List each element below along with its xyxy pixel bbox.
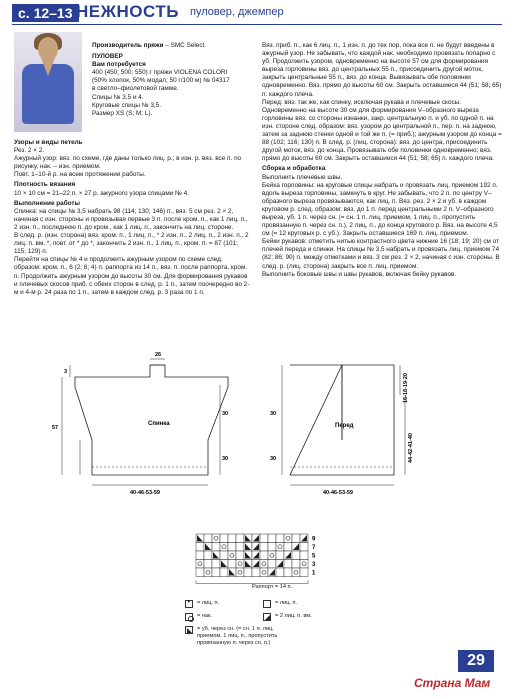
materials-line: Спицы № 3,5 и 4. xyxy=(92,93,144,101)
chart-cell xyxy=(196,560,204,569)
chart-cell xyxy=(284,534,292,543)
chart-cell xyxy=(260,534,268,543)
chart-cell xyxy=(268,543,276,552)
paragraph: Вяз. приб. п., как 6 лиц. п., 1 изн. п. до тех пор, пока все п. не будут введены в ажурный узор. Не забывать, что каждой нак. необходимо провязать попарно с уб. Продолжить узором, одновременно на высоте 57 см для формирования выреза горловины вяз. до центральных 55 п., присоединить другой моток, закрыть центральные 55 п., вяз. до конца. Вывязывать обе половинки одновременно. Вяз. прямо до высоты 60 см. Закрыть оставшиеся 44 (51; 58; 65) п. каждого плеча. xyxy=(262,42,502,98)
chart-cell xyxy=(268,551,276,560)
back-shoulder-h: 3 xyxy=(64,369,68,375)
back-armhole-h: 30 xyxy=(222,411,229,417)
paragraph: Спинка: на спицы № 3,5 набрать 98 (114; 130; 146) п., вяз. 5 см рез. 2 × 2, начиная с изн. стороны и провязывая первые 3 п. после кром. п., как 1 лиц. п., 2 изн. п., последнюю п. до кром., как 1 лиц. п., закончить на лиц. стороне. xyxy=(14,207,248,231)
chart-cell xyxy=(244,568,252,577)
chart-cell xyxy=(236,543,244,552)
paragraph: Перед: вяз. так же, как спинку, исключая рукава и плечевые скосы. xyxy=(262,98,462,106)
chart-cell xyxy=(268,560,276,569)
chart-cell xyxy=(236,534,244,543)
paragraph: Повт. 1–10-й р. на всем протяжении работы. xyxy=(14,171,146,179)
chart-row-number: 9 xyxy=(312,536,316,543)
back-bottom-width: 40-46-53-59 xyxy=(130,490,160,496)
chart-cell xyxy=(204,534,212,543)
materials-line: (50% хлопок, 50% модал; 50 г/100 м) № 04317 xyxy=(92,77,230,85)
chart-cell xyxy=(260,568,268,577)
chart-cell xyxy=(204,551,212,560)
chart-cell xyxy=(292,568,300,577)
k2tog-icon xyxy=(263,613,271,621)
materials-line: в светло–фиолетовой гамме. xyxy=(92,85,179,93)
paragraph: Ажурный узор: вяз. по схеме, где даны только лиц. р.; в изн. р. вяз. все п. по рисунку, нак. – изн. приемом. xyxy=(14,155,242,171)
chart-cell xyxy=(284,568,292,577)
chart-cell xyxy=(228,534,236,543)
back-total-h: 57 xyxy=(52,425,59,431)
materials-line: 400 (450; 500; 550) г пряжи VIOLENA COLORI xyxy=(92,69,228,77)
watermark: Страна Мам xyxy=(414,676,491,690)
chart-cell xyxy=(212,543,220,552)
materials-line: ПУЛОВЕР xyxy=(92,53,123,61)
paragraph: Бейка горловины: на круговые спицы набрать и провязать лиц. приемом 192 п. вдоль выреза горловины, замкнуть в круг. Не забывать, что 2 п. по центру V–образного выреза провязываются, как лиц. п. Вяз. рез. 2 × 2 и уб. в каждом круговом р. след. образом: вяз. до 1 п. перед центральными 2 п. V–образного выреза, уб. 1 п. через сн. (= сн. 1 п. лиц. приемом, 1 лиц. п., пропустить провязанную п. через сн. п.), 2 лиц. п., до конца кругового р. Вяз. на высоте 4,5 см (= 12 круговых р. с уб.). Закрыть оставшиеся 169 п. лиц. приемом. xyxy=(262,181,498,238)
chart-cell xyxy=(220,543,228,552)
instructions-left xyxy=(14,137,250,297)
legend-item: • = лиц. п. xyxy=(185,600,219,608)
legend-item: = уб. через сн. (= сн. 1 п. лиц. приемом, 1 лиц. п., пропустить провязанную п. через сн. п.) xyxy=(185,626,295,647)
chart-cell xyxy=(284,543,292,552)
chart-cell xyxy=(300,560,308,569)
chart-cell xyxy=(236,568,244,577)
chart-cell xyxy=(276,534,284,543)
paragraph: Одновременно на высоте 30 см для формирования V–образного выреза горловины вяз. со стороны изнанки, закр. центральную п. и уб. по одной п. на изн. стороне след. образом: вяз. узором до центральной п., пер. п. на заднюю, затем за заднюю стенки одной и той же п. (= приб.); ажурным узором до конца = 88 (102; 116; 130) п. В след. р. (лиц. сторона): вяз. до центра, присоединить другой моток, вяз. до конца. Провязывать обе половинки одновременно; вяз. прямо до высоты 60 см. Закрыть оставшиеся 44 (51; 58; 65) п. каждого плеча. xyxy=(262,106,502,163)
chart-cell xyxy=(236,551,244,560)
knit-dot-icon xyxy=(185,600,193,608)
chart-cell xyxy=(268,534,276,543)
front-bottom-width: 40-46-53-59 xyxy=(323,490,353,496)
section-heading: Сборка и обработка xyxy=(262,165,326,173)
chart-cell xyxy=(228,551,236,560)
page-tag: с. 12–13 xyxy=(12,4,79,22)
chart-cell xyxy=(196,568,204,577)
chart-row-number: 7 xyxy=(312,545,316,551)
chart-cell xyxy=(204,560,212,569)
chart-cell xyxy=(260,560,268,569)
materials-line: Круговые спицы № 3,5. xyxy=(92,101,162,109)
legend-item: = 2 лиц. п. вм. xyxy=(263,613,312,621)
paragraph: Перейти на спицы № 4 и продолжить ажурным узором по схеме след. образом: кром. п., 6 (2; 8; 4) п. раппорта из 14 п., вяз. п. после раппорта, кром. п. Продолжить ажурным узором до высоты 30 см. Для формирования рукавов и плечевых скосов приб. с обеих сторон в след. р. 1 п., затем поочередно во 2-м и 4-м р. 24 раза по 1 п., затем в каждом след. р. 3 раза по 1 п. xyxy=(14,256,250,296)
article-title: НЕЖНОСТЬ xyxy=(76,2,179,21)
chart-cell xyxy=(292,534,300,543)
chart-cell xyxy=(220,568,228,577)
chart-row-number: 5 xyxy=(312,553,316,560)
blank-cell-icon xyxy=(263,600,271,608)
section-heading: Плотность вязания xyxy=(14,181,76,189)
back-lower-h: 30 xyxy=(222,456,229,462)
chart-cell xyxy=(196,543,204,552)
page-number: 29 xyxy=(458,650,494,672)
chart-cell xyxy=(300,551,308,560)
model-photo xyxy=(14,32,82,132)
paragraph: Бейки рукавов: отметить нитью контрастного цвета нижние 16 (18; 19; 20) см от плечей переда и спинки. На спицы № 3,5 набрать и провязать лиц. приемом 74 (82; 86; 90) п. между отметками и вяз. 3 см рез. 2 × 2, начиная с изн. стороны. В след. р. (лиц. сторона) закрыть все п. лиц. приемом. xyxy=(262,238,500,270)
instructions-right xyxy=(262,42,502,279)
chart-cell xyxy=(212,534,220,543)
paragraph: Рез. 2 × 2. xyxy=(14,147,45,155)
chart-cell xyxy=(260,551,268,560)
paragraph: Выполнить боковые швы и швы рукавов, включая бейку рукавов. xyxy=(262,270,457,278)
chart-cell xyxy=(212,568,220,577)
section-heading: Выполнение работы xyxy=(14,199,81,207)
paragraph: Выполнить плечевые швы. xyxy=(262,173,343,181)
section-heading: Узоры и виды петель xyxy=(14,139,83,146)
back-top-width: 26 xyxy=(155,352,162,358)
paragraph: В след. р. (изн. сторона) вяз. кром. п., 1 лиц. п., * 2 изн. п., 2 лиц. п., 2 изн. п., 2 лиц. п. вм. *, повт. от * до *, закончить 2 изн. п., 1 лиц. п., кром. п. = 87 (101; 115; 129) п. xyxy=(14,232,249,256)
chart-row-number: 3 xyxy=(312,562,316,568)
back-label: Спинка xyxy=(148,421,170,427)
materials-line: Вам потребуется xyxy=(92,61,146,69)
yarn-over-icon xyxy=(185,613,193,621)
legend-item: = нак. xyxy=(185,613,212,621)
paragraph: 10 × 10 см = 21–22 п. × 27 р. ажурного узора спицами № 4. xyxy=(14,189,190,197)
knitting-chart xyxy=(186,532,346,584)
page-header xyxy=(0,4,514,26)
chart-cell xyxy=(284,560,292,569)
chart-cell xyxy=(292,551,300,560)
chart-repeat-label: Раппорт = 14 п. xyxy=(252,584,293,590)
chart-cell xyxy=(292,560,300,569)
chart-cell xyxy=(228,543,236,552)
legend-item: = лиц. п. xyxy=(263,600,297,608)
front-label: Перед xyxy=(335,423,354,429)
front-top-h: 16-18-19-20 xyxy=(403,373,409,403)
materials-line: Производитель пряжи – SMC Select. xyxy=(92,42,207,49)
back-schematic xyxy=(62,359,228,485)
chart-cell xyxy=(252,568,260,577)
chart-cell xyxy=(276,568,284,577)
decrease-icon xyxy=(185,626,193,634)
materials-line: Размер XS (S; M; L). xyxy=(92,109,153,117)
chart-cell xyxy=(260,543,268,552)
front-mid-h: 30 xyxy=(270,411,277,417)
chart-cell xyxy=(300,568,308,577)
chart-cell xyxy=(228,560,236,569)
front-armhole-total: 44-42-41-40 xyxy=(408,433,414,463)
article-subtitle: пуловер, джемпер xyxy=(190,6,284,18)
chart-row-number: 1 xyxy=(312,570,316,577)
header-rule xyxy=(12,24,502,25)
front-lower-h: 30 xyxy=(270,456,277,462)
chart-cell xyxy=(204,568,212,577)
chart-cell xyxy=(276,543,284,552)
materials-block xyxy=(92,42,250,118)
chart-cell xyxy=(220,534,228,543)
chart-cell xyxy=(276,551,284,560)
chart-cell xyxy=(300,543,308,552)
chart-cell xyxy=(220,551,228,560)
chart-cell xyxy=(196,551,204,560)
chart-cell xyxy=(236,560,244,569)
chart-cell xyxy=(212,560,220,569)
